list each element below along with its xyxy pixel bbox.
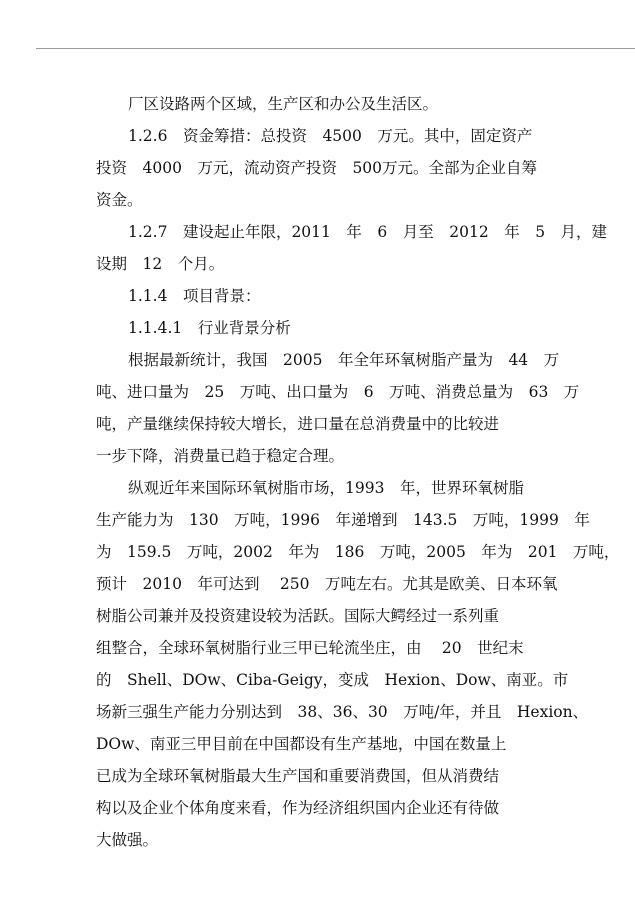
text-line-4: 资金。 bbox=[96, 191, 143, 209]
text-line-18: 组整合，全球环氧树脂行业三甲已轮流坐庄，由 20 世纪末 bbox=[96, 639, 524, 657]
text-line-24: 大做强。 bbox=[96, 831, 159, 849]
text-line-9: 根据最新统计，我国 2005 年全年环氧树脂产量为 44 万 bbox=[128, 351, 560, 369]
text-line-3: 投资 4000 万元，流动资产投资 500万元。全部为企业自筹 bbox=[96, 159, 538, 177]
text-line-23: 构以及企业个体角度来看，作为经济组织国内企业还有待做 bbox=[96, 799, 500, 817]
text-line-22: 已成为全球环氧树脂最大生产国和重要消费国，但从消费结 bbox=[96, 767, 500, 785]
text-line-20: 场新三强生产能力分别达到 38、36、30 万吨/年，并且 Hexion、 bbox=[96, 703, 589, 721]
text-line-14: 生产能力为 130 万吨，1996 年递增到 143.5 万吨，1999 年 bbox=[96, 511, 590, 529]
text-line-1: 厂区设路两个区域，生产区和办公及生活区。 bbox=[128, 95, 439, 113]
text-line-5: 1.2.7 建设起止年限，2011 年 6 月至 2012 年 5 月，建 bbox=[128, 223, 608, 241]
text-line-11: 吨，产量继续保持较大增长，进口量在总消费量中的比较进 bbox=[96, 415, 500, 433]
text-line-10: 吨、进口量为 25 万吨、出口量为 6 万吨、消费总量为 63 万 bbox=[96, 383, 580, 401]
text-line-19: 的 Shell、DOw、Ciba-Geigy，变成 Hexion、Dow、南亚。市 bbox=[96, 671, 569, 689]
text-line-15: 为 159.5 万吨，2002 年为 186 万吨，2005 年为 201 万吨， bbox=[96, 543, 620, 561]
text-line-2: 1.2.6 资金筹措：总投资 4500 万元。其中，固定资产 bbox=[128, 127, 533, 145]
text-line-12: 一步下降，消费量已趋于稳定合理。 bbox=[96, 447, 345, 465]
text-line-7: 1.1.4 项目背景： bbox=[128, 287, 261, 305]
text-line-16: 预计 2010 年可达到 250 万吨左右。尤其是欧美、日本环氧 bbox=[96, 575, 558, 593]
text-line-6: 设期 12 个月。 bbox=[96, 255, 225, 273]
text-line-8: 1.1.4.1 行业背景分析 bbox=[128, 319, 291, 337]
text-line-17: 树脂公司兼并及投资建设较为活跃。国际大鳄经过一系列重 bbox=[96, 607, 500, 625]
text-line-13: 纵观近年来国际环氧树脂市场，1993 年，世界环氧树脂 bbox=[128, 479, 524, 497]
header-rule bbox=[36, 48, 635, 49]
text-line-21: DOw、南亚三甲目前在中国都设有生产基地，中国在数量上 bbox=[96, 735, 507, 753]
